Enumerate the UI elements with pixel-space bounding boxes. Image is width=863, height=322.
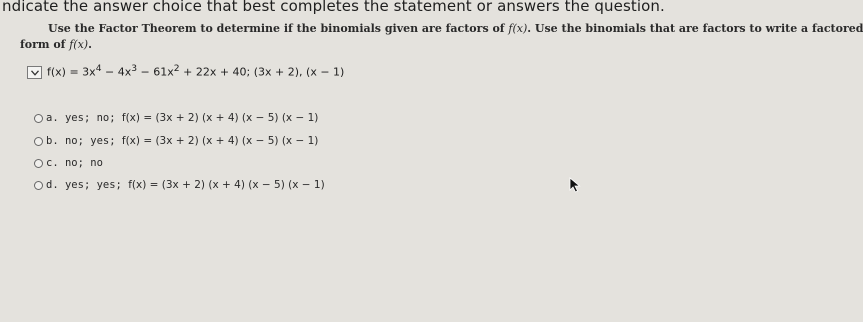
radio-button[interactable] <box>34 181 43 190</box>
choice-a[interactable] <box>34 110 318 126</box>
question-text-tail: . Use the binomials that are factors to write a factored <box>527 22 863 35</box>
choice-b-label: b. no; yes; f(x) = (3x + 2) (x + 4) (x − 5) (x − 1) <box>46 135 319 147</box>
question-text-2: form of <box>20 38 70 51</box>
question-text: Use the Factor Theorem to determine if the binomials given are factors of <box>48 22 509 35</box>
choice-d-label: d. yes; yes; f(x) = (3x + 2) (x + 4) (x − 5) (x − 1) <box>46 179 325 191</box>
function-ref-2: f(x) <box>69 38 89 51</box>
choice-a-label: a. yes; no; f(x) = (3x + 2) (x + 4) (x − 5) (x − 1) <box>46 112 319 124</box>
choice-d[interactable] <box>34 177 325 193</box>
choice-c[interactable] <box>34 155 103 171</box>
instruction-text: ndicate the answer choice that best completes the statement or answers the question. <box>2 0 665 15</box>
question-text-2-tail: . <box>88 38 92 51</box>
chevron-down-icon <box>31 70 39 76</box>
mouse-pointer-icon <box>569 177 581 193</box>
radio-button[interactable] <box>34 159 43 168</box>
question-line-1 <box>48 22 863 35</box>
function-ref: f(x) <box>508 22 528 35</box>
choice-b[interactable] <box>34 133 318 149</box>
choice-c-label: c. no; no <box>46 157 103 169</box>
radio-button[interactable] <box>34 137 43 146</box>
question-line-2 <box>20 38 92 51</box>
answer-dropdown[interactable] <box>27 66 42 79</box>
selected-answer: $f(x) = 3x^4 - 4x^3 - 61x^2 + 22x + 40$; (3x + 2), (x − 1) <box>47 63 345 79</box>
radio-button[interactable] <box>34 114 43 123</box>
